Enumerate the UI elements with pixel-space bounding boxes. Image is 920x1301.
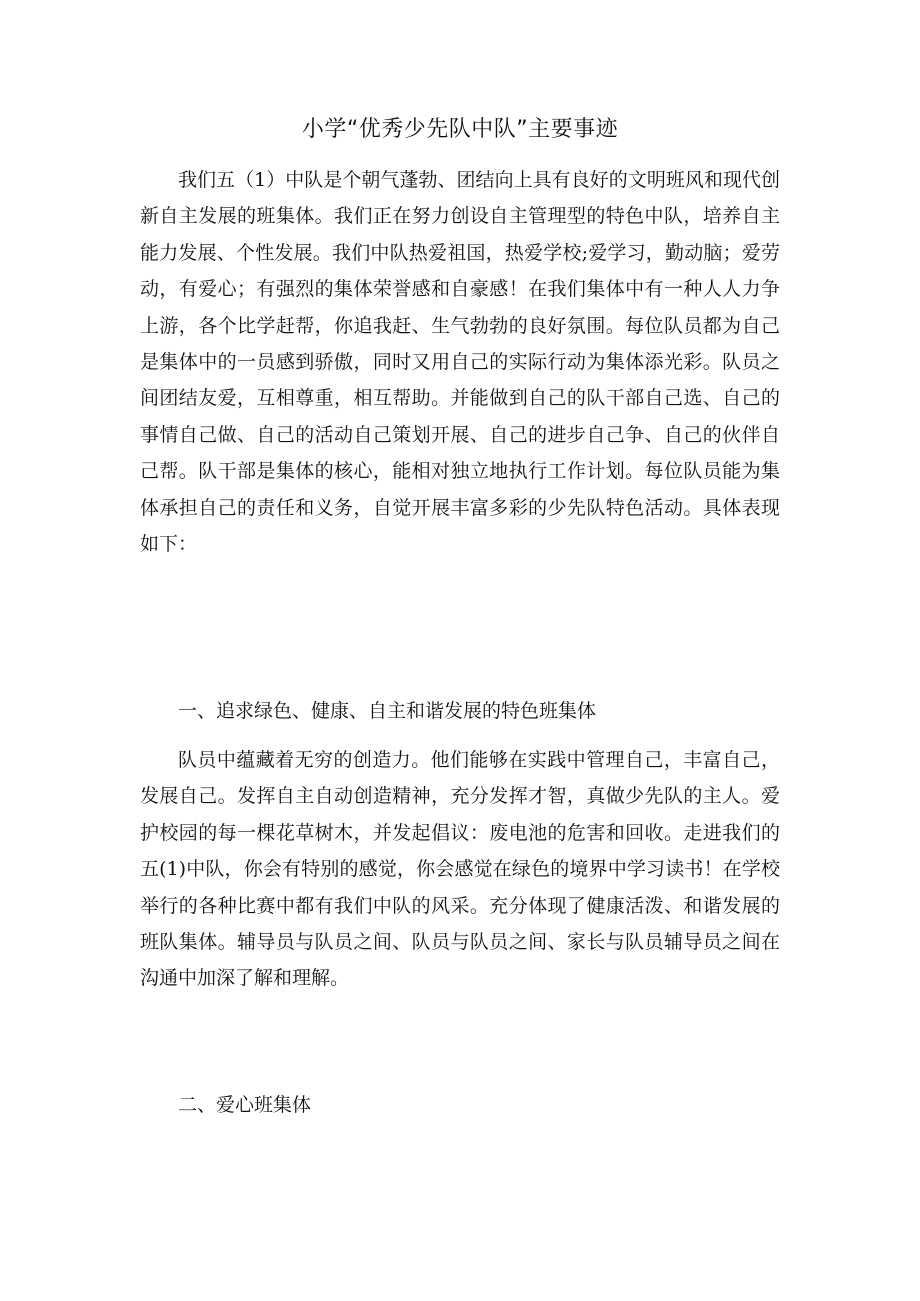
- section-heading-2: 二、爱心班集体: [178, 1094, 312, 1116]
- section-1-paragraph: 队员中蕴藏着无穷的创造力。他们能够在实践中管理自己，丰富自己，发展自己。发挥自主自动创造精神，充分发挥才智，真做少先队的主人。爱护校园的每一棵花草树木，并发起倡议：废电池的危害和回收。走进我们的五(1)中队，你会有特别的感觉，你会感觉在绿色的境界中学习读书！在学校举行的各种比赛中都有我们中队的风采。充分体现了健康活泼、和谐发展的班队集体。辅导员与队员之间、队员与队员之间、家长与队员辅导员之间在沟通中加深了解和理解。: [140, 749, 780, 990]
- section-heading-1: 一、追求绿色、健康、自主和谐发展的特色班集体: [178, 700, 597, 722]
- intro-paragraph: 我们五（1）中队是个朝气蓬勃、团结向上具有良好的文明班风和现代创新自主发展的班集体。我们正在努力创设自主管理型的特色中队，培养自主能力发展、个性发展。我们中队热爱祖国，热爱学校;爱学习，勤动脑；爱劳动，有爱心；有强烈的集体荣誉感和自豪感！在我们集体中有一种人人力争上游，各个比学赶帮，你追我赶、生气勃勃的良好氛围。每位队员都为自己是集体中的一员感到骄傲，同时又用自己的实际行动为集体添光彩。队员之间团结友爱，互相尊重，相互帮助。并能做到自己的队干部自己选、自己的事情自己做、自己的活动自己策划开展、自己的进步自己争、自己的伙伴自己帮。队干部是集体的核心，能相对独立地执行工作计划。每位队员能为集体承担自己的责任和义务，自觉开展丰富多彩的少先队特色活动。具体表现如下：: [140, 169, 780, 556]
- document-title: 小学“优秀少先队中队”主要事迹: [301, 117, 619, 142]
